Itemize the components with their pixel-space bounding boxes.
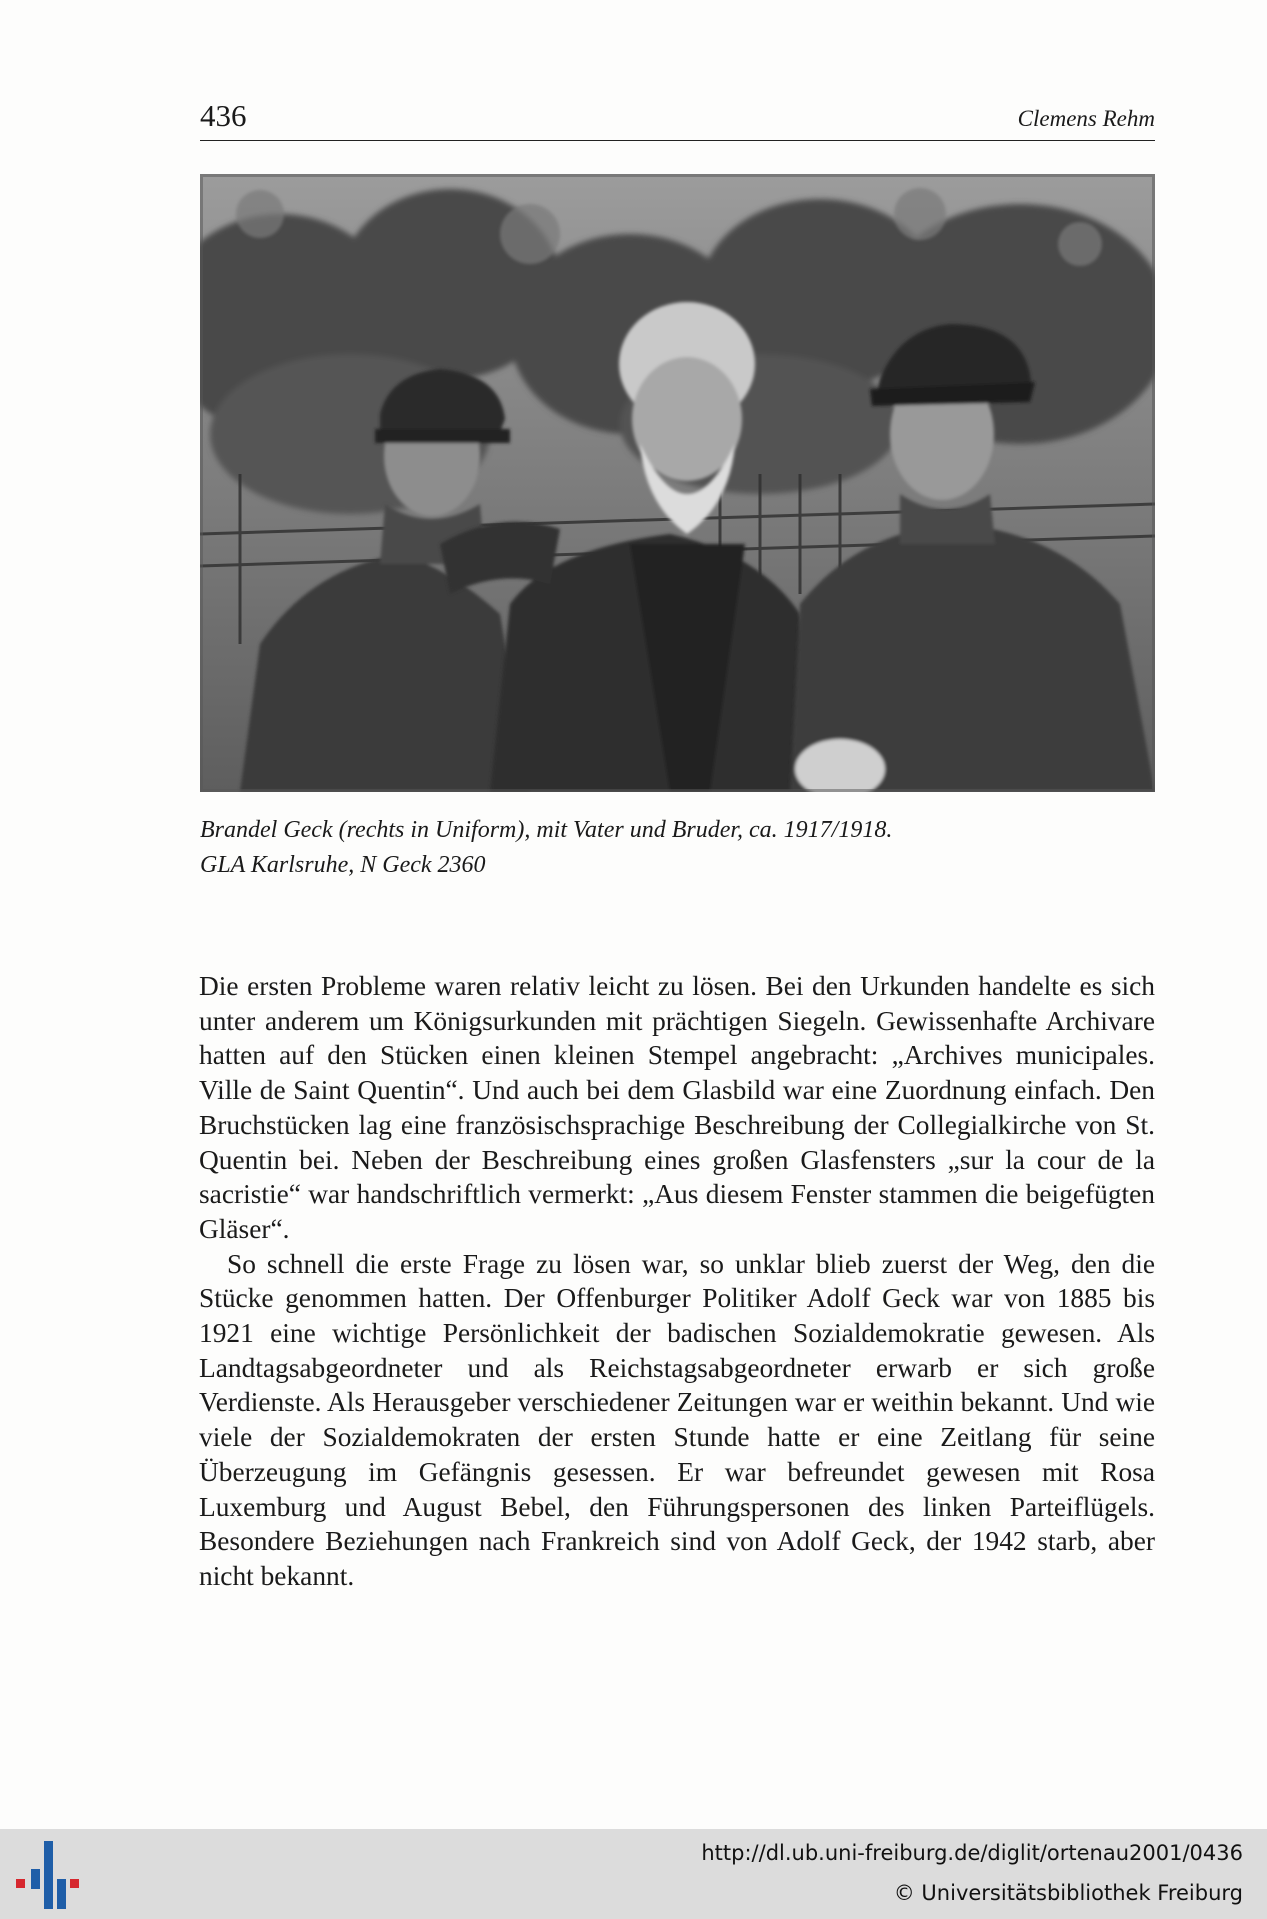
historic-photo: [200, 174, 1155, 792]
historic-photo-three-men-icon: [200, 174, 1155, 792]
caption-line-2: GLA Karlsruhe, N Geck 2360: [200, 852, 486, 878]
page-header: [200, 96, 1155, 141]
caption-line-1: Brandel Geck (rechts in Uniform), mit Vater und Bruder, ca. 1917/1918.: [200, 817, 893, 843]
copyright-notice: © Universitätsbibliothek Freiburg: [893, 1881, 1243, 1905]
photo-caption: [200, 813, 1155, 883]
body-text: [199, 969, 1155, 1594]
source-url-link[interactable]: http://dl.ub.uni-freiburg.de/diglit/ortenau2001/0436: [701, 1841, 1243, 1865]
running-head-author: Clemens Rehm: [1017, 106, 1155, 131]
paragraph-2: So schnell die erste Frage zu lösen war, so unklar blieb zuerst der Weg, den die Stücke genommen hatten. Der Offenburger Politiker Adolf Geck war von 1885 bis 1921 eine wichtige Persönlichkeit der badischen Sozialdemokratie gewesen. Als Landtagsabgeordneter und als Reichstagsabgeordneter erwarb er sich große Verdienste. Als Herausgeber verschiedener Zeitungen war er weithin bekannt. Und wie viele der Sozialdemokraten der ersten Stunde hatte er eine Zeitlang für seine Überzeugung im Gefängnis gesessen. Er war befreundet gewesen mit Rosa Luxemburg und August Bebel, den Führungspersonen des linken Parteiflügels. Besondere Beziehungen nach Frankreich sind von Adolf Geck, der 1942 starb, aber nicht bekannt.: [199, 1248, 1155, 1591]
footer-bar: [0, 1829, 1267, 1919]
ub-freiburg-logo-icon: [16, 1841, 80, 1911]
paragraph-1: Die ersten Probleme waren relativ leicht zu lösen. Bei den Urkunden handelte es sich unter anderem um Königsurkunden mit prächtigen Siegeln. Gewissenhafte Archivare hatten auf den Stücken einen kleinen Stempel angebracht: „Archives municipales. Ville de Saint Quentin“. Und auch bei dem Glasbild war eine Zuordnung einfach. Den Bruchstücken lag eine französischsprachige Beschreibung der Collegialkirche von St. Quentin bei. Neben der Beschreibung eines großen Glasfensters „sur la cour de la sacristie“ war handschriftlich vermerkt: „Aus diesem Fenster stammen die beigefügten Gläser“.: [199, 971, 1155, 1244]
page-number: 436: [200, 98, 247, 133]
